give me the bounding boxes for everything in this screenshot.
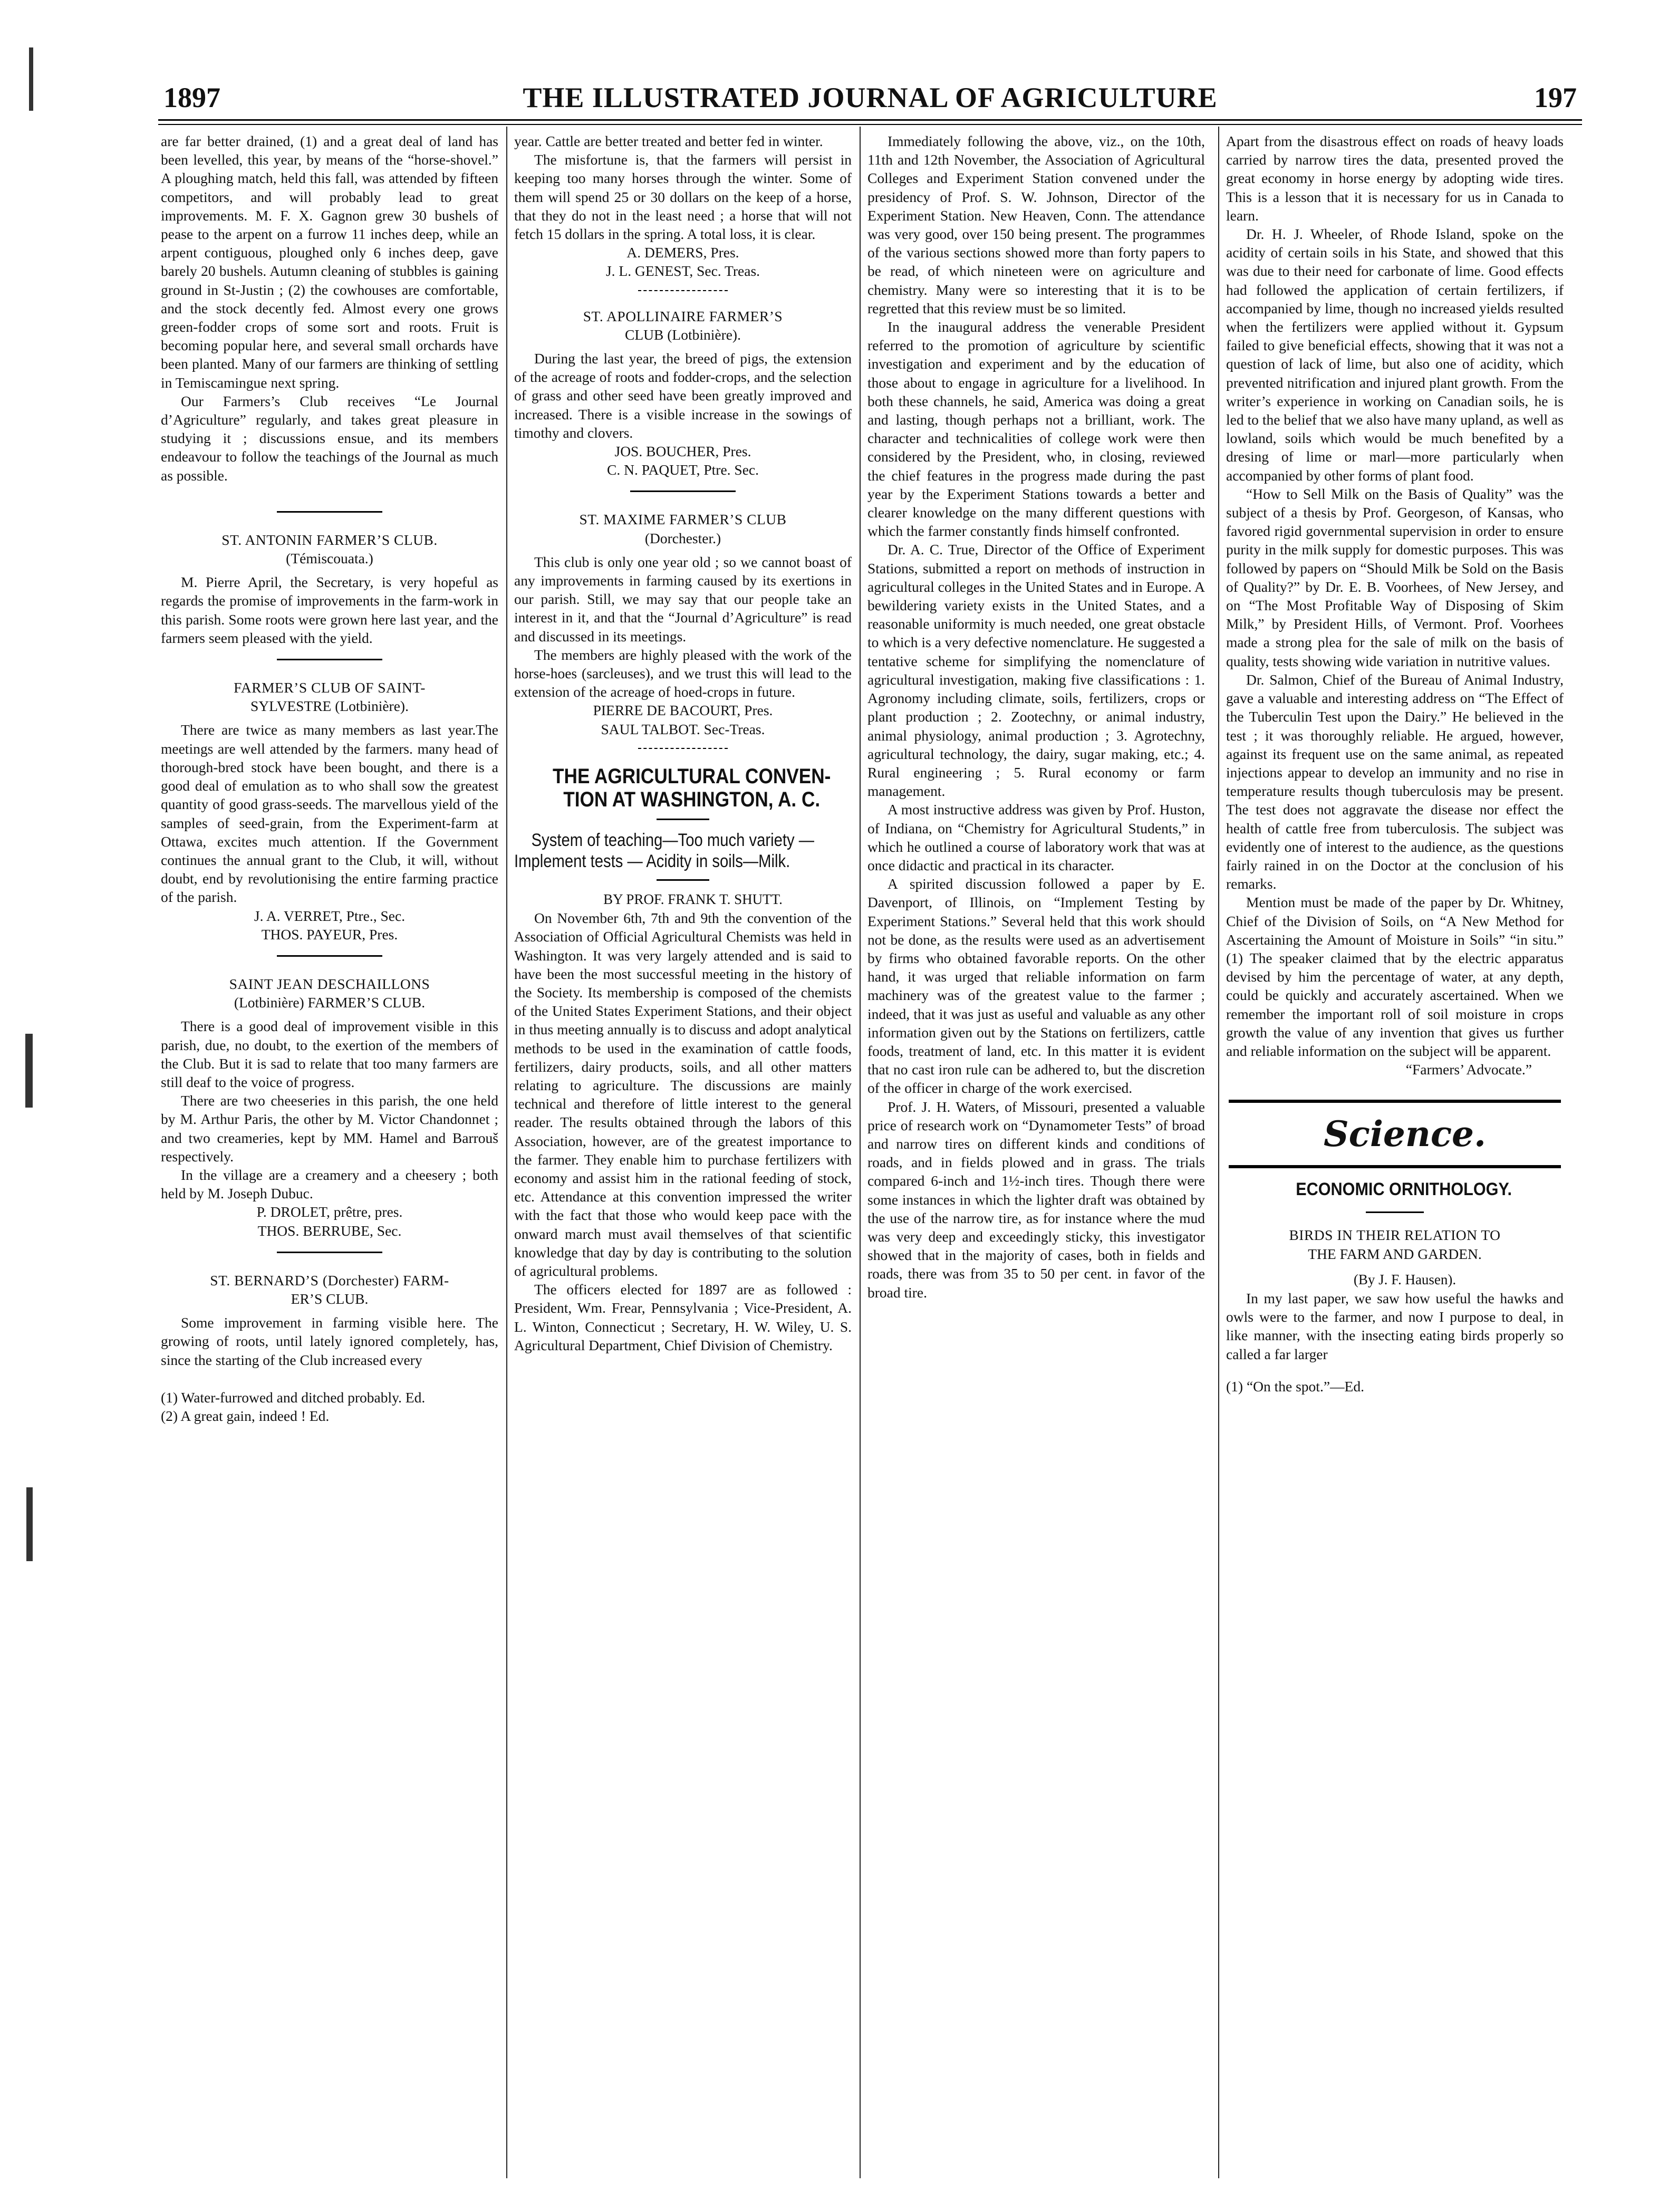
paragraph: Immediately following the above, viz., on the 10th, 11th and 12th November, the Association of Agricultural Colleges and Experiment Station convened under the presidency of Prof. S. W. Johnson, Director of the Experiment Station. New Heaven, Conn. The attendance was very good, over 150 being present. The programmes of the various sections showed more than forty papers to be read, of which nineteen were on agriculture and chemistry. Many were so interesting that it is to be regretted that this review must be so limited. xyxy=(867,133,1205,316)
paragraph: A most instructive address was given by Prof. Huston, of Indiana, on “Chemistry for Agricultural Students,” in which he outlined a course of laboratory work that was at once didactic and practical in its character. xyxy=(867,801,1205,873)
paragraph: A spirited discussion followed a paper by E. Davenport, of Illinois, on “Implement Testing by Experiment Stations.” Several held that this work should not be done, as the results were used as an advertisement by firms who obtained favorable reports. On the other hand, it was urged that reliable information on farm machinery was of the greatest value to the farmer ; indeed, that it was just as useful and valuable as any other information given out by the Stations on fertilizers, cattle foods, treatment of land, etc. In this matter it is evident that no cast iron rule can be adhered to, but the discretion of the officer in charge of the work exercised. xyxy=(867,876,1205,1097)
paragraph: Apart from the disastrous effect on roads of heavy loads carried by narrow tires the data, presented proved the great economy in horse energy by adopting wide tires. This is a lesson that it is necessary for us in Canada to learn. xyxy=(1226,133,1564,224)
section-title: CLUB (Lotbinière). xyxy=(625,326,741,343)
article-subheading: System of teaching—Too much variety — Implement tests — Acidity in soils—Milk. xyxy=(514,830,814,871)
page-header xyxy=(158,79,1582,116)
footnote: (1) “On the spot.”—Ed. xyxy=(1226,1378,1364,1394)
journal-title: THE ILLUSTRATED JOURNAL OF AGRICULTURE xyxy=(523,82,1218,113)
section-rule xyxy=(277,955,382,957)
signature: THOS. PAYEUR, Pres. xyxy=(261,926,398,942)
article-headline: TION AT WASHINGTON, A. C. xyxy=(563,787,821,811)
paragraph: M. Pierre April, the Secretary, is very hopeful as regards the promise of improvements in the farm-work in this parish. Some roots were grown here last year, and the farmers seem pleased with the yield. xyxy=(161,574,498,646)
section-title: ER’S CLUB. xyxy=(291,1290,369,1307)
headline-rule xyxy=(657,819,709,820)
paragraph: Our Farmers’s Club receives “Le Journal d’Agriculture” regularly, and takes great pleasure in studying it ; discussions ensue, and its members endeavour to follow the teachings of the Journal as much as possible. xyxy=(161,392,498,484)
headline-rule xyxy=(657,879,709,881)
paragraph: In the inaugural address the venerable President referred to the promotion of agriculture by scientific investigation and experiment and by the education of those about to engage in agriculture for a livelihood. In both these channels, he said, America was doing a great and lasting, though perhaps not a brilliant, work. The character and technicalities of college work were then considered by the President, who, in closing, reviewed the chief features in the progress made during the past year by the Experiment Stations towards a better and clearer knowledge on the many different questions with which the farmer constantly finds himself confronted. xyxy=(867,319,1205,540)
article-headline: THE AGRICULTURAL CONVEN- xyxy=(553,764,831,788)
article-title: THE FARM AND GARDEN. xyxy=(1308,1245,1482,1262)
section-title: ST. MAXIME FARMER’S CLUB xyxy=(579,511,787,528)
paragraph: The members are highly pleased with the work of the horse-hoes (sarcleuses), and we trust this will lead to the extension of the acreage of hoed-crops in future. xyxy=(514,646,852,700)
signature: JOS. BOUCHER, Pres. xyxy=(614,443,751,460)
article-author: BY PROF. FRANK T. SHUTT. xyxy=(603,891,783,907)
margin-mark xyxy=(26,1487,33,1561)
signature: J. A. VERRET, Ptre., Sec. xyxy=(254,907,406,924)
paragraph: In the village are a creamery and a cheesery ; both held by M. Joseph Dubuc. xyxy=(161,1166,498,1202)
column-divider xyxy=(1218,127,1219,2178)
signature: PIERRE DE BACOURT, Pres. xyxy=(593,702,773,719)
article-credit: “Farmers’ Advocate.” xyxy=(1405,1061,1532,1078)
column-4 xyxy=(1226,132,1564,2173)
signature: THOS. BERRUBE, Sec. xyxy=(257,1222,402,1239)
footnote: (1) Water-furrowed and ditched probably. Ed. xyxy=(161,1389,426,1406)
section-title: ST. ANTONIN FARMER’S CLUB. xyxy=(221,531,438,548)
paragraph: During the last year, the breed of pigs, the extension of the acreage of roots and fodder-crops, and the selection of grass and other seed have been greatly improved and increased. There is a visible increase in the sowings of timothy and clovers. xyxy=(514,350,852,441)
paragraph: The misfortune is, that the farmers will persist in keeping too many horses through the winter. Some of them will spend 25 or 30 dollars on the keep of a horse, that they do not in the least need ; a horse that will not fetch 15 dollars in the spring. A total loss, it is clear. xyxy=(514,151,852,243)
signature: P. DROLET, prêtre, pres. xyxy=(256,1204,403,1220)
paragraph: The officers elected for 1897 are as followed : President, Wm. Frear, Pennsylvania ; Vice-President, A. L. Winton, Connecticut ; Secretary, H. W. Wiley, U. S. Agricultural Department, Chief Division of Chemistry. xyxy=(514,1281,852,1353)
paragraph: Some improvement in farming visible here. The growing of roots, until lately ignored completely, has, since the starting of the Club increased every xyxy=(161,1314,498,1368)
column-1 xyxy=(161,132,498,2173)
paragraph: Mention must be made of the paper by Dr. Whitney, Chief of the Division of Soils, on “A New Method for Ascertaining the Amount of Moisture in Soils” “in situ.” (1) The speaker claimed that by the electric apparatus devised by him the percentage of water, at any depth, could be quickly and accurately ascertained. When we remember the important roll of soil moisture in crops growth the value of any invention that gives us further and reliable information on the subject will be apparent. xyxy=(1226,894,1564,1059)
column-divider xyxy=(860,127,861,2178)
section-title: SYLVESTRE (Lotbinière). xyxy=(250,698,409,715)
paragraph: There are twice as many members as last year.The meetings are well attended by the farmers. many head of thorough-bred stock have been bought, and there is a good deal of emulation as to who shall sow the greatest quantity of good grass-seeds. The marvellous yield of the samples of seed-grain, from the Experiment-farm at Ottawa, excites much attention. If the Government continues the annual grant to the Club, it will, without doubt, end by revolutionising the entire farming practice of the parish. xyxy=(161,722,498,906)
page-number: 197 xyxy=(1534,82,1577,113)
section-rule xyxy=(277,1252,382,1253)
section-rule xyxy=(1229,1165,1561,1168)
signature: SAUL TALBOT. Sec-Treas. xyxy=(601,720,765,737)
margin-mark xyxy=(29,47,33,111)
column-divider xyxy=(506,127,507,2178)
paragraph: There are two cheeseries in this parish, the one held by M. Arthur Paris, the other by M. Victor Chandonnet ; and two creameries, kept by MM. Hamel and Barrouš respectively. xyxy=(161,1092,498,1165)
footnote: (2) A great gain, indeed ! Ed. xyxy=(161,1407,330,1424)
paragraph: In my last paper, we saw how useful the hawks and owls were to the farmer, and now I purpose to deal, in like manner, with the insecting eating birds properly so called a far larger xyxy=(1226,1290,1564,1362)
section-rule xyxy=(630,491,736,492)
signature: A. DEMERS, Pres. xyxy=(626,244,739,261)
section-rule xyxy=(638,290,728,291)
headline-rule xyxy=(1366,1211,1424,1213)
section-subtitle: (Témiscouata.) xyxy=(286,550,373,567)
paragraph: are far better drained, (1) and a great deal of land has been levelled, this year, by means of the “horse-shovel.” A ploughing match, held this fall, was attended by fifteen competitors, and will probably lead to great improvements. M. F. X. Gagnon grew 30 bushels of pease to the arpent on a furrow 11 inches deep, while an arpent contiguous, ploughed only 6 inches deep, gave barely 20 bushels. Autumn cleaning of stubbles is gaining ground in St-Justin ; (2) the cowhouses are comfortable, and the stock decently fed. Almost every one grows green-fodder crops of some sort and roots. Fruit is becoming popular here, and several small orchards have been planted. Many of our farmers are thinking of settling in Temiscamingue next spring. xyxy=(161,133,498,391)
margin-mark xyxy=(25,1034,33,1108)
section-rule xyxy=(638,748,728,749)
article-author: (By J. F. Hausen). xyxy=(1353,1271,1457,1287)
paragraph: There is a good deal of improvement visible in this parish, due, no doubt, to the exertion of the members of the Club. But it is sad to relate that too many farmers are still deaf to the voice of progress. xyxy=(161,1018,498,1090)
header-year: 1897 xyxy=(163,82,220,113)
section-rule xyxy=(277,659,382,660)
column-3 xyxy=(867,132,1205,2173)
column-2 xyxy=(514,132,852,2173)
section-title: ECONOMIC ORNITHOLOGY. xyxy=(1296,1179,1512,1200)
section-title: SAINT JEAN DESCHAILLONS xyxy=(229,975,430,992)
section-title: FARMER’S CLUB OF SAINT- xyxy=(234,679,426,696)
section-title: ST. APOLLINAIRE FARMER’S xyxy=(583,307,783,324)
signature: J. L. GENEST, Sec. Treas. xyxy=(605,263,760,280)
paragraph: Prof. J. H. Waters, of Missouri, presented a valuable price of research work on “Dynamometer Tests” of broad and narrow tires on different kinds and conditions of roads, and in fields plowed and in grass. The trials compared 6-inch and 1½-inch tires. Though there were some instances in which the lighter draft was obtained by the use of the narrow tire, as for instance where the mud was very deep and exceedingly sticky, this investigator showed that in the majority of cases, both in fields and roads, there was from 35 to 50 per cent. in favor of the broad tire. xyxy=(867,1098,1205,1301)
section-title: ST. BERNARD’S (Dorchester) FARM- xyxy=(210,1272,449,1288)
section-title: (Lotbinière) FARMER’S CLUB. xyxy=(234,994,426,1011)
paragraph: Dr. H. J. Wheeler, of Rhode Island, spoke on the acidity of certain soils in his State, and showed that this was due to their need for carbonate of lime. Good effects had followed the application of certain fertilizers, if accompanied by lime, though no increased yields resulted when the fertilizers were applied without it. Gypsum failed to give beneficial effects, showing that it was not a question of lack of lime, but also one of acidity, which prevented nitrification and injured plant growth. From the writer’s experience in working on Canadian soils, he is led to the belief that we also have many upland, as well as lowland, soils which would be much benefited by a dresing of lime or marl—more particularly when accompanied by other forms of plant food. xyxy=(1226,226,1564,484)
section-rule xyxy=(277,511,382,513)
paragraph: “How to Sell Milk on the Basis of Quality” was the subject of a thesis by Prof. Georgeson, of Kansas, who favored rigid governmental supervision in order to ensure purity in the milk supply for domestic purposes. This was followed by papers on “Should Milk be Sold on the Basis of Quality?” by Dr. E. B. Voorhees, of New Jersey, and on “The Most Profitable Way of Disposing of Skim Milk,” by President Hills, of Vermont. Prof. Voorhees made a strong plea for the sale of milk on the basis of quality, tests showing wide variation in nutritive values. xyxy=(1226,485,1564,669)
science-heading: Science. xyxy=(1323,1113,1487,1155)
header-rule xyxy=(158,119,1582,125)
paragraph: Dr. A. C. True, Director of the Office of Experiment Stations, submitted a report on methods of instruction in agricultural colleges in the United States and in Europe. A bewildering variety exists in the United States, and a reasonable uniformity is much needed, one great obstacle to which is a very defective nomenclature. He suggested a tentative scheme for simplifying the nomenclature of agricultural investigation, making five classifications : 1. Agronomy including climate, soils, fertilizers, crops or plant production ; 2. Zootechny, or animal industry, animal physiology, animal production ; 3. Agrotechny, agricultural technology, the dairy, sugar making, etc.; 4. Rural engineering ; 5. Rural economy or farm management. xyxy=(867,541,1205,800)
paragraph: Dr. Salmon, Chief of the Bureau of Animal Industry, gave a valuable and interesting address on “The Effect of the Tuberculin Test upon the Dairy.” He believed in the test ; it was thoroughly reliable. He argued, however, against its frequent use on the same animal, as repeated injections appear to develop an immunity and no rise in temperature results though tuberculosis may be present. The test does not aggravate the disease nor effect the health of cattle free from tuberculosis. The subject was evidently one of interest to the audience, as the questions fairly rained in on the Doctor at the conclusion of his remarks. xyxy=(1226,671,1564,892)
section-subtitle: (Dorchester.) xyxy=(644,530,721,546)
section-rule xyxy=(1229,1100,1561,1103)
paragraph: year. Cattle are better treated and better fed in winter. xyxy=(514,133,823,149)
article-title: BIRDS IN THEIR RELATION TO xyxy=(1289,1227,1501,1244)
paragraph: On November 6th, 7th and 9th the convention of the Association of Official Agricultural Chemists was held in Washington. It was very largely attended and is said to have been the most successful meeting in the history of the Society. Its membership is composed of the chemists of the United States Experiment Stations, and their object in thus meeting annually is to discuss and adopt analytical methods to be used in the examination of cattle foods, fertilizers, dairy products, soils, and all other matters relating to agriculture. The discussions are mainly technical and therefore of little interest to the general reader. The results obtained through the labors of this Association, however, are of the greatest importance to the farmer. They enable him to purchase fertilizers with economy and assist him in the rational feeding of stock, etc. Attendance at this convention impressed the writer with the fact that those who would keep pace with the onward march must avail themselves of that scientific knowledge that day by day is contributing to the solution of agricultural problems. xyxy=(514,910,852,1279)
paragraph: This club is only one year old ; so we cannot boast of any improvements in farming caused by its exertions in our parish. Still, we may say that our people take an interest in it, and that the “Journal d’Agriculture” is read and discussed in its meetings. xyxy=(514,553,852,645)
signature: C. N. PAQUET, Ptre. Sec. xyxy=(607,461,759,478)
